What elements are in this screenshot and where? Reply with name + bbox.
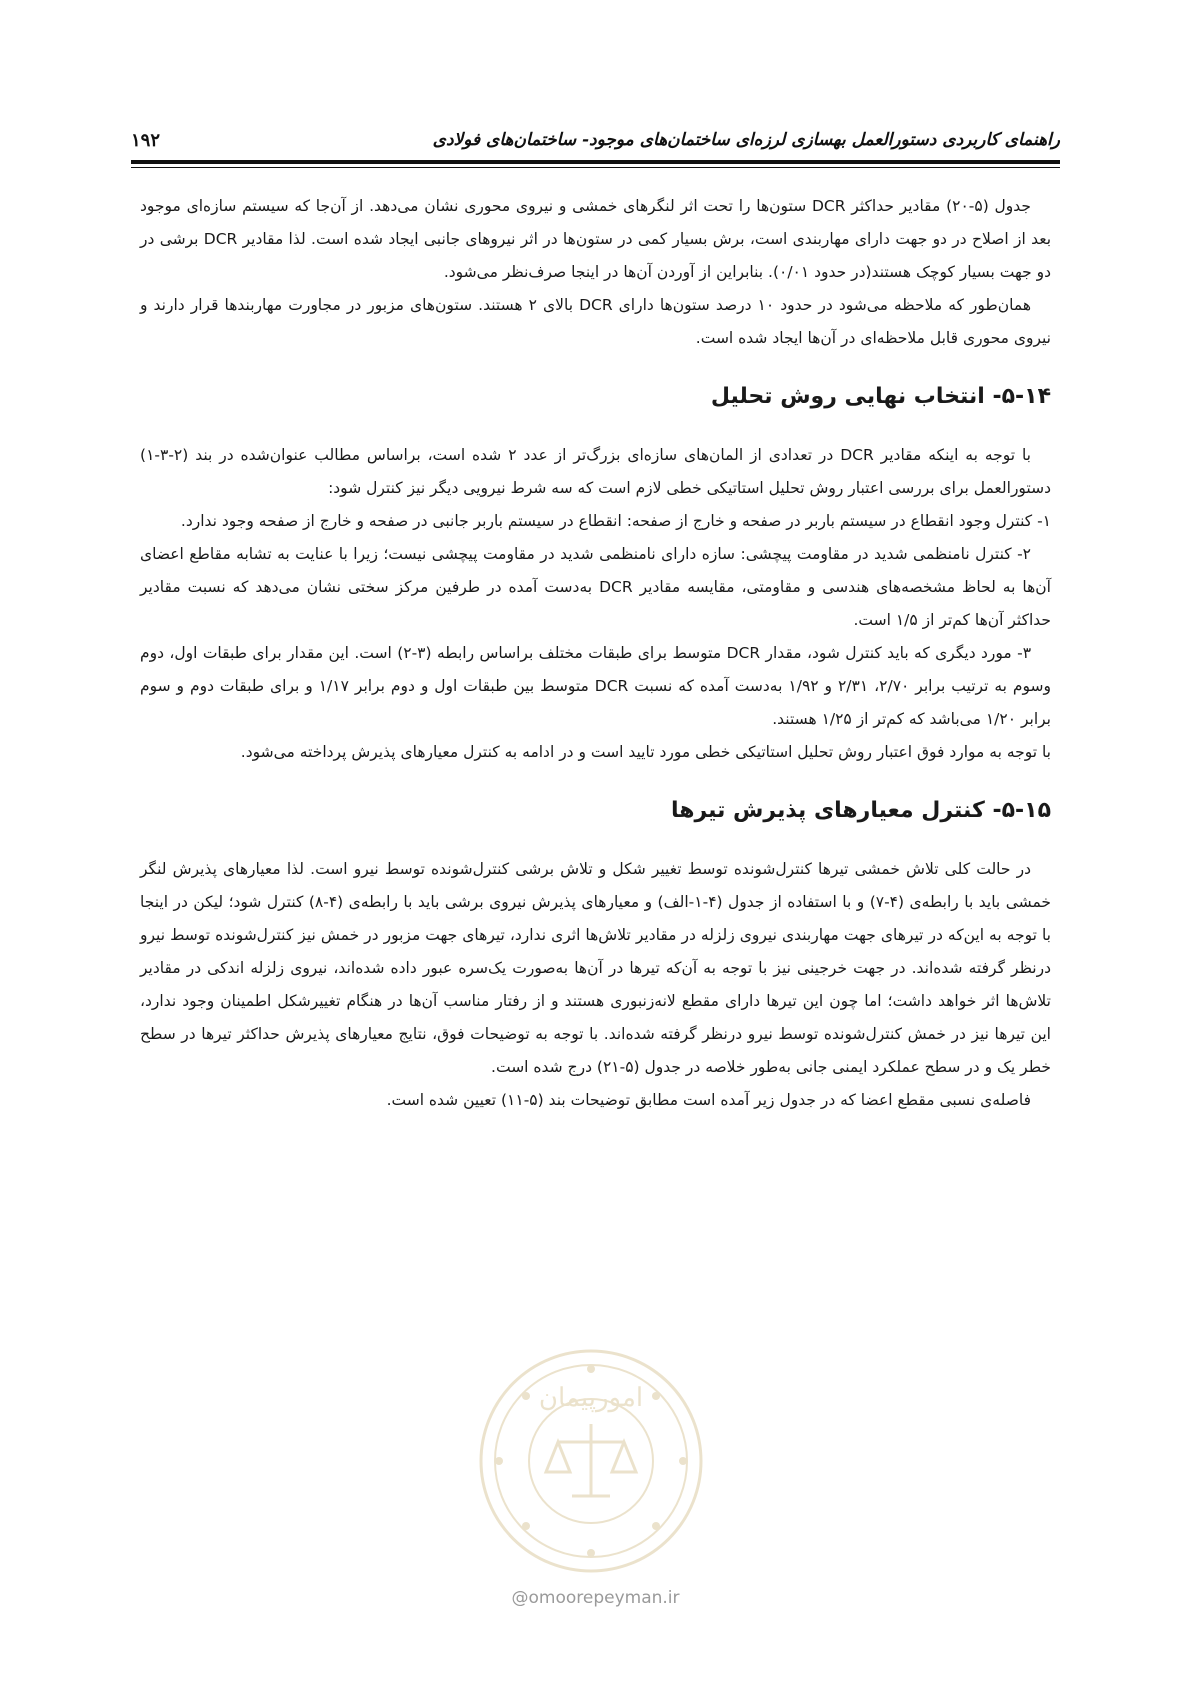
running-header-title: راهنمای کاربردی دستورالعمل بهسازی لرزه‌ای ساختمان‌های موجود- ساختمان‌های فولادی: [432, 130, 1060, 150]
svg-text:امورپیمان: امورپیمان: [538, 1383, 644, 1413]
section-heading-beam-acceptance-criteria: ۵-۱۵- کنترل معیارهای پذیرش تیرها: [670, 798, 1051, 823]
paragraph-section15-1: در حالت کلی تلاش خمشی تیرها کنترل‌شونده توسط تغییر شکل و تلاش برشی کنترل‌شونده توسط نیرو است. لذا معیارهای پذیرش لنگر خمشی باید با رابطه‌ی (۴-۷) و با استفاده از جدول (۴-۱-الف) و معیارهای پذیرش نیروی برشی باید با رابطه‌ی (۴-۸) کنترل شود؛ لیکن در اینجا با توجه به این‌که در تیرهای جهت مهاربندی نیروی زلزله در مقادیر تلاش‌ها اثری ندارد، تیرهای جهت مزبور در خمش نیز کنترل‌شونده توسط نیرو درنظر گرفته شده‌اند. در جهت خرجینی نیز با توجه به آن‌که تیرها در آن‌ها به‌صورت یک‌سره عبور داده شده‌اند، نیروی زلزله اندکی در مقادیر تلاش‌ها اثر خواهد داشت؛ اما چون این تیرها دارای مقطع لانه‌زنبوری هستند و از رفتار مناسب آن‌ها در هنگام تغییرشکل اطمینان وجود ندارد، این تیرها نیز در خمش کنترل‌شونده توسط نیرو درنظر گرفته شده‌اند. با توجه به توضیحات فوق، نتایج معیارهای پذیرش حداکثر تیرها در سطح خطر یک و در سطح عملکرد ایمنی جانی به‌طور خلاصه در جدول (۵-۲۱) درج شده است.: [140, 860, 1051, 1076]
section-heading-final-analysis-method: ۵-۱۴- انتخاب نهایی روش تحلیل: [710, 384, 1051, 409]
paragraph-section14-conclusion: با توجه به موارد فوق اعتبار روش تحلیل استاتیکی خطی مورد تایید است و در ادامه به کنترل معیارهای پذیرش پرداخته می‌شود.: [240, 743, 1051, 761]
paragraph-section14-item3: ۳- مورد دیگری که باید کنترل شود، مقدار DCR متوسط برای طبقات مختلف براساس رابطه (۳-۲) است. این مقدار برای طبقات اول، دوم وسوم به ترتیب برابر ۲/۷۰، ۲/۳۱ و ۱/۹۲ به‌دست آمده که نسبت DCR متوسط بین طبقات اول و دوم برابر ۱/۱۷ و برای طبقات دوم و سوم برابر ۱/۲۰ می‌باشد که کم‌تر از ۱/۲۵ هستند.: [140, 644, 1051, 728]
header-rule-thick: [131, 160, 1060, 164]
paragraph-section15-2: فاصله‌ی نسبی مقطع اعضا که در جدول زیر آمده است مطابق توضیحات بند (۵-۱۱) تعیین شده است.: [386, 1091, 1031, 1109]
running-header: [131, 128, 1060, 152]
paragraph-section14-item2: ۲- کنترل نامنظمی شدید در مقاومت پیچشی: سازه دارای نامنظمی شدید در مقاومت پیچشی نیست؛ زیرا با عنایت به تشابه مقاطع اعضای آن‌ها به لحاظ مشخصه‌های هندسی و مقاومتی، مقایسه مقادیر DCR به‌دست آمده در طرفین مرکز سختی نشان می‌دهد که نسبت مقادیر حداکثر آن‌ها کم‌تر از ۱/۵ است.: [140, 545, 1051, 629]
watermark-seal-icon: [476, 1346, 706, 1576]
paragraph-section14-item1: ۱- کنترل وجود انقطاع در سیستم باربر در صفحه و خارج از صفحه: انقطاع در سیستم باربر جانبی در صفحه و خارج از صفحه وجود ندارد.: [180, 512, 1051, 530]
body-text: [140, 190, 1051, 1117]
paragraph-intro-2: همان‌طور که ملاحظه می‌شود در حدود ۱۰ درصد ستون‌ها دارای DCR بالای ۲ هستند. ستون‌های مزبور در مجاورت مهاربندها قرار دارند و نیروی محوری قابل ملاحظه‌ای در آن‌ها ایجاد شده است.: [140, 296, 1051, 347]
watermark-url: @omoorepeyman.ir: [511, 1588, 680, 1608]
page-number: ۱۹۲: [131, 129, 161, 151]
header-rule-thin: [131, 167, 1060, 168]
paragraph-section14-1: با توجه به اینکه مقادیر DCR در تعدادی از المان‌های سازه‌ای بزرگ‌تر از عدد ۲ شده است، براساس مطالب عنوان‌شده در بند (۲-۳-۱) دستورالعمل برای بررسی اعتبار روش تحلیل استاتیکی خطی لازم است که سه شرط نیرویی دیگر نیز کنترل شود:: [140, 446, 1051, 497]
paragraph-intro-1: جدول (۵-۲۰) مقادیر حداکثر DCR ستون‌ها را تحت اثر لنگرهای خمشی و نیروی محوری نشان می‌دهد. از آن‌جا که سیستم سازه‌ای موجود بعد از اصلاح در دو جهت دارای مهاربندی است، برش بسیار کمی در ستون‌ها در اثر نیروهای جانبی ایجاد شده است. لذا مقادیر DCR برشی در دو جهت بسیار کوچک هستند(در حدود ۰/۰۱). بنابراین از آوردن آن‌ها در اینجا صرف‌نظر می‌شود.: [140, 197, 1052, 281]
